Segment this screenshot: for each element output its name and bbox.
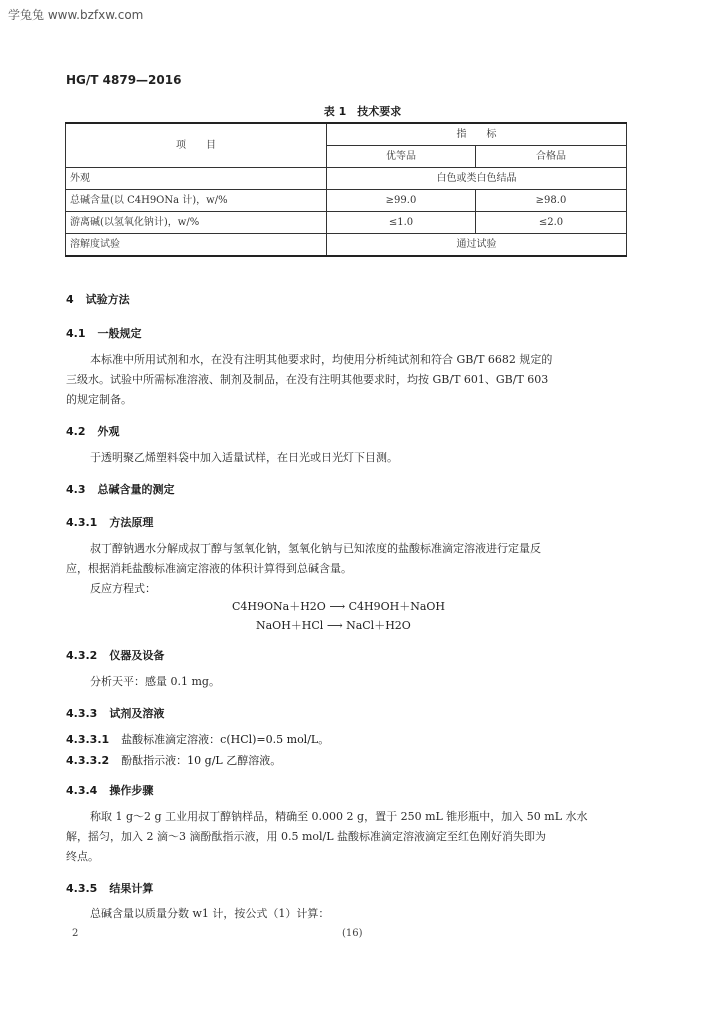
section-4-3-4-heading xyxy=(66,782,153,798)
paragraph-line: 总碱含量以质量分数 w1 计，按公式（1）计算： xyxy=(90,907,330,920)
section-4-3-1-heading xyxy=(66,514,153,530)
table-cell: 总碱含量(以 C4H9ONa 计)，w/% xyxy=(66,190,327,212)
section-4-1-heading xyxy=(66,325,142,341)
clause-text: 盐酸标准滴定溶液：c(HCl)=0.5 mol/L。 xyxy=(121,733,330,746)
header-item: 项 目 xyxy=(66,123,327,168)
paragraph-line: 反应方程式： xyxy=(90,582,156,595)
table-cell: 通过试验 xyxy=(327,234,627,257)
paragraph-line: 叔丁醇钠遇水分解成叔丁醇与氢氧化钠，氢氧化钠与已知浓度的盐酸标准滴定溶液进行定量反 xyxy=(90,542,541,555)
section-title: 试剂及溶液 xyxy=(109,707,165,720)
table-cell: 白色或类白色结晶 xyxy=(327,168,627,190)
paragraph-line: 称取 1 g～2 g 工业用叔丁醇钠样品，精确至 0.000 2 g，置于 250 mL 锥形瓶中，加入 50 mL 水水 xyxy=(90,810,588,823)
section-number: 4.3.4 xyxy=(66,784,98,797)
paragraph-line: 的规定制备。 xyxy=(66,393,132,406)
section-number: 4.3.3 xyxy=(66,707,98,720)
table-cell: ≤1.0 xyxy=(327,212,476,234)
equation-2: NaOH＋HCl ⟶ NaCl＋H2O xyxy=(256,619,411,632)
section-4-3-2-heading xyxy=(66,647,164,663)
paragraph-line: 终点。 xyxy=(66,850,99,863)
section-number: 4 xyxy=(66,293,74,306)
table-cell: 游离碱(以氢氧化钠计)，w/% xyxy=(66,212,327,234)
section-title: 总碱含量的测定 xyxy=(97,483,175,496)
standard-number: HG/T 4879—2016 xyxy=(66,73,182,87)
paragraph-line: 应，根据消耗盐酸标准滴定溶液的体积计算得到总碱含量。 xyxy=(66,562,352,575)
section-title: 试验方法 xyxy=(85,293,130,306)
paragraph-line: 于透明聚乙烯塑料袋中加入适量试样，在日光或日光灯下目测。 xyxy=(90,451,398,464)
table-cell: ≥98.0 xyxy=(476,190,627,212)
header-index: 指 标 xyxy=(327,123,627,146)
table-cell: 溶解度试验 xyxy=(66,234,327,257)
table-title: 表 1 技术要求 xyxy=(323,105,402,118)
clause-4-3-3-1 xyxy=(66,731,329,747)
section-number: 4.3.3.1 xyxy=(66,733,110,746)
section-4-2-heading xyxy=(66,423,120,439)
total-page-number: (16) xyxy=(342,928,363,939)
section-number: 4.3.3.2 xyxy=(66,754,110,767)
section-number: 4.3.1 xyxy=(66,516,98,529)
section-title: 仪器及设备 xyxy=(109,649,165,662)
paragraph-line: 三级水。试验中所需标准溶液、制剂及制品，在没有注明其他要求时，均按 GB/T 601、GB/T 603 xyxy=(66,373,549,386)
table-cell: 外观 xyxy=(66,168,327,190)
section-4-heading xyxy=(66,291,130,307)
section-title: 外观 xyxy=(97,425,120,438)
section-number: 4.2 xyxy=(66,425,86,438)
page-number: 2 xyxy=(72,928,79,939)
section-number: 4.1 xyxy=(66,327,86,340)
section-4-3-heading xyxy=(66,481,175,497)
section-number: 4.3.2 xyxy=(66,649,98,662)
section-title: 一般规定 xyxy=(97,327,142,340)
paragraph-line: 本标准中所用试剂和水，在没有注明其他要求时，均使用分析纯试剂和符合 GB/T 6682 规定的 xyxy=(90,353,553,366)
section-number: 4.3.5 xyxy=(66,882,98,895)
watermark: 学兔兔 www.bzfxw.com xyxy=(8,8,144,22)
section-number: 4.3 xyxy=(66,483,86,496)
paragraph-line: 分析天平：感量 0.1 mg。 xyxy=(90,675,220,688)
section-title: 方法原理 xyxy=(109,516,154,529)
paragraph-line: 解，摇匀，加入 2 滴～3 滴酚酞指示液，用 0.5 mol/L 盐酸标准滴定溶液滴定至红色刚好消失即为 xyxy=(66,830,547,843)
spec-table xyxy=(65,122,627,257)
table-cell: ≤2.0 xyxy=(476,212,627,234)
section-title: 结果计算 xyxy=(109,882,154,895)
table-cell: ≥99.0 xyxy=(327,190,476,212)
section-4-3-5-heading xyxy=(66,880,153,896)
header-grade1: 优等品 xyxy=(327,146,476,168)
clause-4-3-3-2 xyxy=(66,752,281,768)
section-title: 操作步骤 xyxy=(109,784,154,797)
header-grade2: 合格品 xyxy=(476,146,627,168)
equation-1: C4H9ONa＋H2O ⟶ C4H9OH＋NaOH xyxy=(232,600,445,613)
clause-text: 酚酞指示液：10 g/L 乙醇溶液。 xyxy=(121,754,282,767)
section-4-3-3-heading xyxy=(66,705,164,721)
